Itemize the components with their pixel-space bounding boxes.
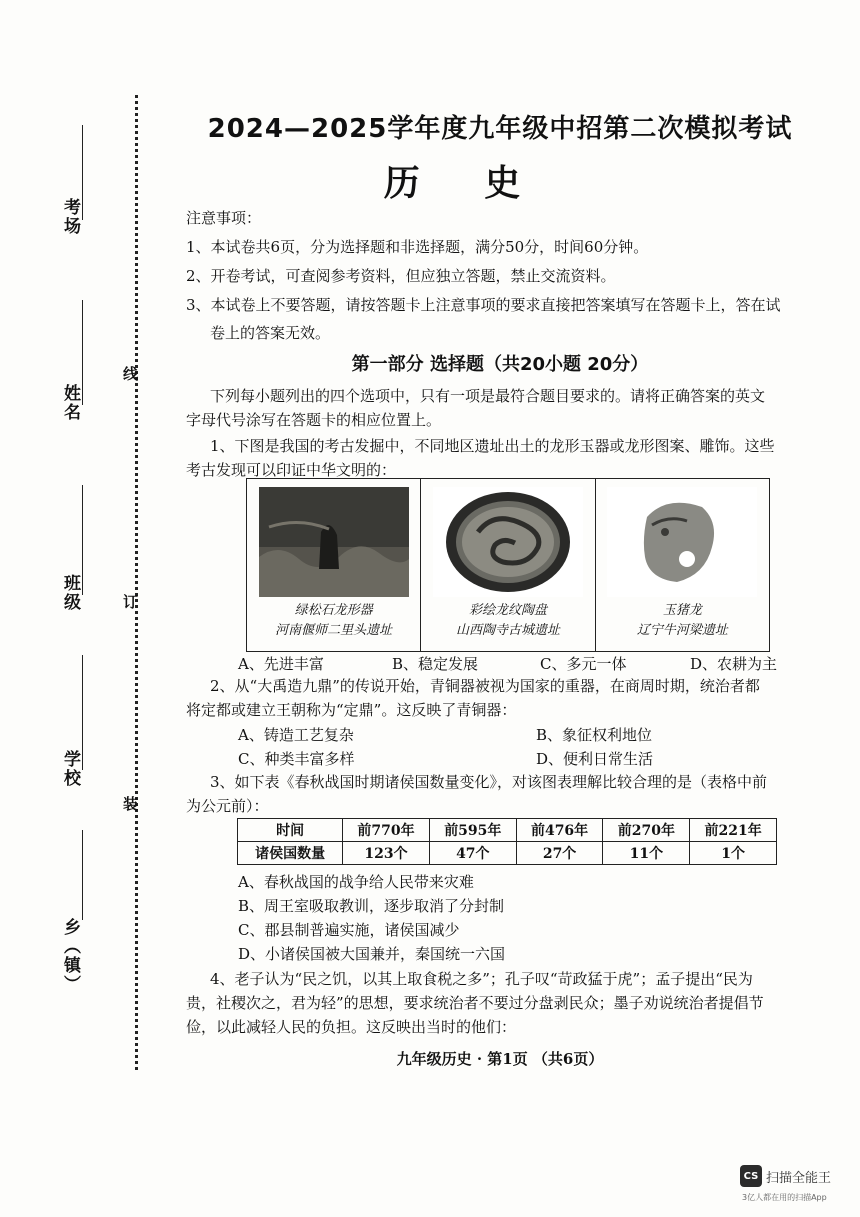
- q1-caption: [275, 601, 392, 641]
- township-blank: [82, 830, 83, 920]
- q1-option-b: B、稳定发展: [392, 655, 479, 673]
- painted-pottery-plate-image: [433, 487, 583, 597]
- name-blank: [82, 300, 83, 405]
- table-cell: 前770年: [343, 819, 430, 842]
- jade-pig-dragon-image: [607, 487, 757, 597]
- artifact-site: 河南偃师二里头遗址: [275, 623, 393, 638]
- table-cell: 前221年: [690, 819, 777, 842]
- row-header: 诸侯国数量: [238, 842, 343, 865]
- artifact-name: 绿松石龙形器: [294, 603, 373, 618]
- scanner-brand: 扫描全能王: [766, 1170, 832, 1186]
- q4-stem: 俭，以此减轻人民的负担。这反映出当时的他们：: [186, 1018, 517, 1036]
- scanner-logo: [740, 1165, 831, 1187]
- q1-stem: 考古发现可以印证中华文明的：: [186, 461, 397, 479]
- table-cell: 11个: [603, 842, 690, 865]
- q1-option-a: A、先进丰富: [238, 655, 324, 673]
- table-cell: 前476年: [516, 819, 603, 842]
- section-title: 第一部分 选择题（共20小题 20分）: [351, 354, 649, 375]
- section-intro: 字母代号涂写在答题卡的相应位置上。: [186, 411, 442, 429]
- q3-stem: 为公元前）：: [186, 797, 269, 815]
- exam-room-blank: [82, 125, 83, 220]
- turquoise-dragon-image: [259, 487, 409, 597]
- notice-heading: 注意事项：: [186, 209, 262, 227]
- school-blank: [82, 655, 83, 770]
- artifact-site: 辽宁牛河梁遗址: [636, 623, 728, 638]
- notice-item: 1、本试卷共6页，分为选择题和非选择题，满分50分，时间60分钟。: [186, 238, 649, 256]
- artifact-name: 彩绘龙纹陶盘: [468, 603, 547, 618]
- q1-stem: 1、下图是我国的考古发掘中，不同地区遗址出土的龙形玉器或龙形图案、雕饰。这些: [210, 437, 775, 455]
- binding-dotted-line: [135, 95, 138, 1070]
- q2-option-c: C、种类丰富多样: [238, 750, 355, 768]
- q3-option-d: D、小诸侯国被大国兼并，秦国统一六国: [238, 945, 506, 963]
- section-intro: 下列每小题列出的四个选项中，只有一项是最符合题目要求的。请将正确答案的英文: [210, 387, 766, 405]
- q2-option-d: D、便利日常生活: [536, 750, 654, 768]
- scanner-tagline: 3亿人都在用的扫描App: [742, 1193, 827, 1202]
- table-cell: 前595年: [429, 819, 516, 842]
- q1-image-cell: [596, 479, 769, 651]
- q1-caption: [456, 601, 560, 641]
- q2-option-a: A、铸造工艺复杂: [238, 726, 354, 744]
- q4-stem: 贵，社稷次之，君为轻”的思想，要求统治者不要过分盘剥民众；墨子劝说统治者提倡节: [186, 994, 764, 1012]
- q2-stem: 2、从“大禹造九鼎”的传说开始，青铜器被视为国家的重器，在商周时期，统治者都: [210, 677, 760, 695]
- artifact-site: 山西陶寺古城遗址: [455, 623, 560, 638]
- table-cell: 前270年: [603, 819, 690, 842]
- q2-option-b: B、象征权利地位: [536, 726, 653, 744]
- field-class: 班级: [60, 574, 80, 612]
- q1-caption: [637, 601, 728, 641]
- class-blank: [82, 485, 83, 595]
- binding-mark-line: 线: [121, 366, 139, 381]
- q3-data-table: [237, 818, 777, 865]
- q2-stem: 将定都或建立王朝称为“定鼎”。这反映了青铜器：: [186, 701, 517, 719]
- field-school: 学校: [60, 750, 80, 788]
- table-cell: 47个: [429, 842, 516, 865]
- field-township: 乡（镇）: [60, 918, 80, 994]
- table-cell: 1个: [690, 842, 777, 865]
- binding-mark-staple: 订: [121, 594, 139, 609]
- q3-option-c: C、郡县制普遍实施，诸侯国减少: [238, 921, 460, 939]
- page-footer: 九年级历史 · 第1页 （共6页）: [396, 1050, 604, 1068]
- table-cell: 27个: [516, 842, 603, 865]
- q1-image-cell: [421, 479, 595, 651]
- camscanner-icon: CS: [740, 1165, 762, 1187]
- subject-title: 历 史: [383, 162, 547, 204]
- q1-option-c: C、多元一体: [540, 655, 627, 673]
- q3-option-b: B、周王室吸取教训，逐步取消了分封制: [238, 897, 505, 915]
- q4-stem: 4、老子认为“民之饥，以其上取食税之多”；孔子叹“苛政猛于虎”；孟子提出“民为: [210, 970, 753, 988]
- q1-option-d: D、农耕为主: [690, 655, 778, 673]
- notice-item: 卷上的答案无效。: [210, 324, 331, 342]
- row-header: 时间: [238, 819, 343, 842]
- field-name: 姓名: [60, 384, 80, 422]
- table-row: [238, 842, 777, 865]
- notice-item: 2、开卷考试，可查阅参考资料，但应独立答题，禁止交流资料。: [186, 267, 616, 285]
- table-row: [238, 819, 777, 842]
- exam-title: 2024—2025学年度九年级中招第二次模拟考试: [207, 114, 793, 144]
- q1-image-table: [246, 478, 770, 652]
- table-cell: 123个: [343, 842, 430, 865]
- q3-stem: 3、如下表《春秋战国时期诸侯国数量变化》，对该图表理解比较合理的是（表格中前: [210, 773, 768, 791]
- q1-image-cell: [247, 479, 421, 651]
- artifact-name: 玉猪龙: [662, 603, 702, 618]
- notice-item: 3、本试卷上不要答题，请按答题卡上注意事项的要求直接把答案填写在答题卡上，答在试: [186, 296, 781, 314]
- q3-option-a: A、春秋战国的战争给人民带来灾难: [238, 873, 474, 891]
- field-exam-room: 考场: [60, 198, 80, 236]
- binding-mark-bind: 装: [121, 796, 139, 811]
